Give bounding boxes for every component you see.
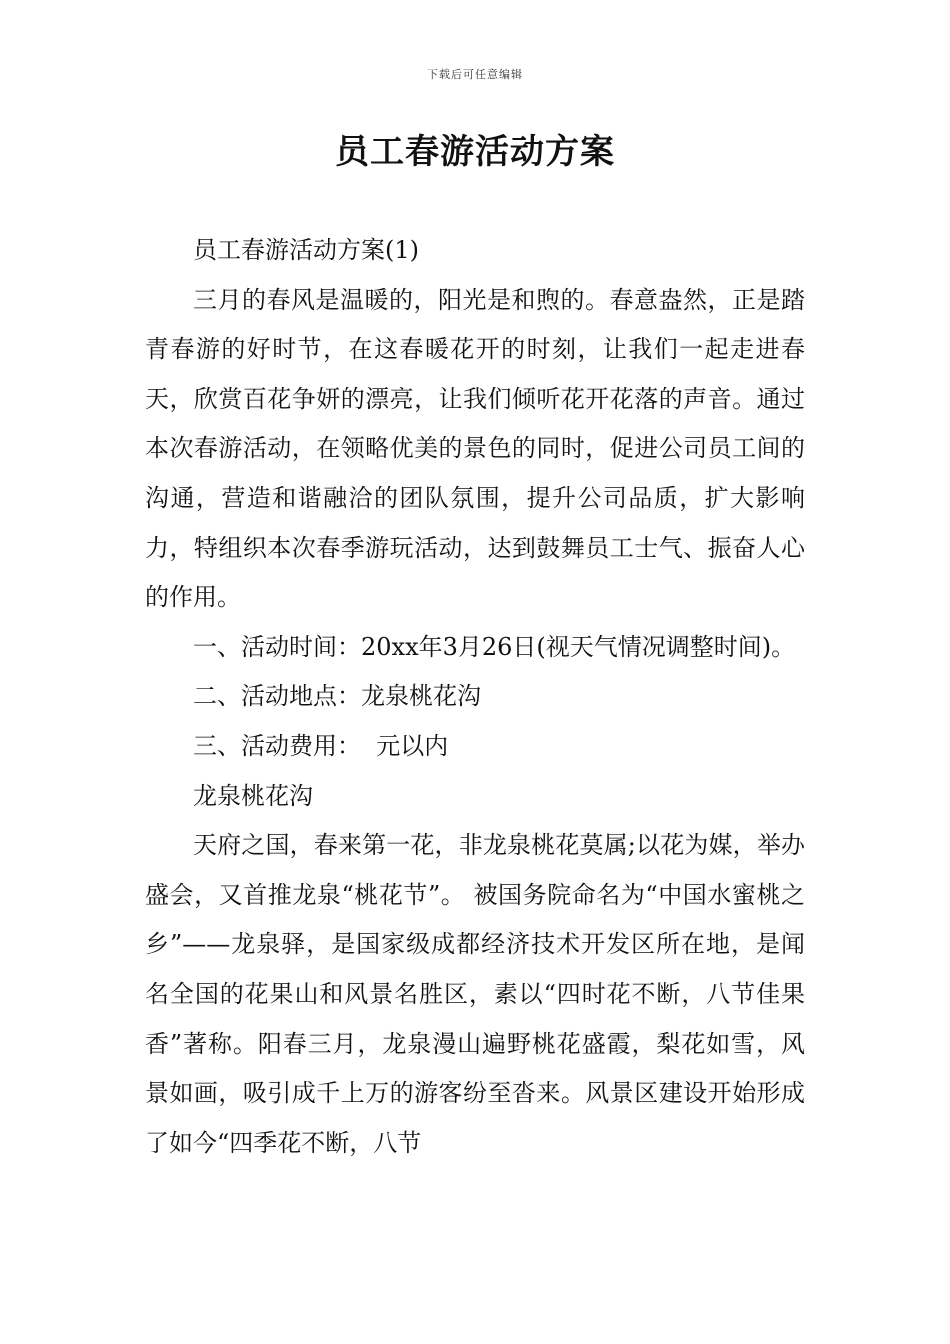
document-body xyxy=(145,226,805,1168)
header-note: 下载后可任意编辑 xyxy=(427,68,523,81)
section-heading-paragraph: 龙泉桃花沟 xyxy=(193,781,313,810)
location-description-paragraph: 天府之国，春来第一花，非龙泉桃花莫属;以花为媒，举办盛会，又首推龙泉“桃花节”。 被国务院命名为“中国水蜜桃之乡”——龙泉驿，是国家级成都经济技术开发区所在地，是闻名全国的花果山和风景名胜区，素以“四时花不断，八节佳果香”著称。阳春三月，龙泉漫山遍野桃花盛霞，梨花如雪，风景如画，吸引成千上万的游客纷至沓来。风景区建设开始形成了如今“四季花不断，八节 xyxy=(145,831,805,1157)
subtitle-paragraph: 员工春游活动方案(1) xyxy=(193,236,419,264)
intro-paragraph: 三月的春风是温暖的，阳光是和煦的。春意盎然，正是踏青春游的好时节，在这春暖花开的时刻，让我们一起走进春天，欣赏百花争妍的漂亮，让我们倾听花开花落的声音。通过本次春游活动，在领略优美的景色的同时，促进公司员工间的沟通，营造和谐融洽的团队氛围，提升公司品质，扩大影响力，特组织本次春季游玩活动，达到鼓舞员工士气、振奋人心的作用。 xyxy=(145,285,805,612)
activity-time-paragraph: 一、活动时间：20xx年3月26日(视天气情况调整时间)。 xyxy=(193,632,796,661)
document-title: 员工春游活动方案 xyxy=(335,132,615,172)
activity-cost-paragraph: 三、活动费用： 元以内 xyxy=(193,731,449,760)
activity-location-paragraph: 二、活动地点：龙泉桃花沟 xyxy=(193,682,481,711)
